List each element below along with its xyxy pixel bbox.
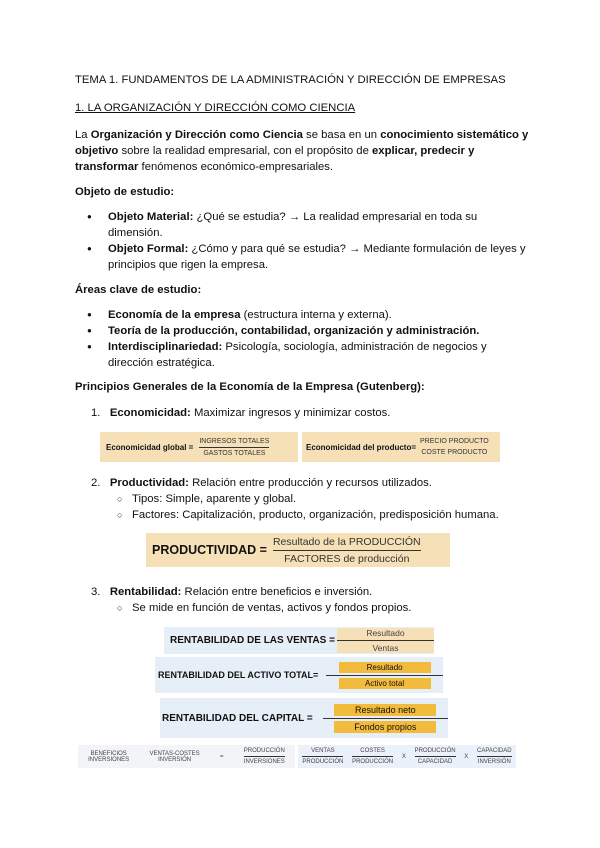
list-item: ● Economía de la empresa (estructura interna y externa). <box>75 307 530 323</box>
objeto-list <box>75 209 530 273</box>
areas-heading: Áreas clave de estudio: <box>75 284 202 296</box>
principle-1: 1. Economicidad: Maximizar ingresos y minimizar costos. <box>91 407 391 419</box>
areas-list <box>75 307 530 371</box>
list-item: ● Objeto Material: ¿Qué se estudia? → La realidad empresarial en toda su dimensión. <box>75 209 530 241</box>
formula-rentabilidad-capital: RENTABILIDAD DEL CAPITAL = $\frac{\text{Resultado neto}}{\text{Fondos propios}}$ <box>160 698 448 738</box>
list-item: ○ Factores: Capitalización, producto, organización, predisposición humana. <box>75 507 530 523</box>
intro-paragraph: La Organización y Dirección como Ciencia se basa en un conocimiento sistemático y objetivo sobre la realidad empresarial, con el propósito de explicar, predecir y transformar fenómenos económico-empresariales. <box>75 129 529 173</box>
principios-heading: Principios Generales de la Economía de la Empresa (Gutenberg): <box>75 381 425 393</box>
formula-productividad: PRODUCTIVIDAD = $\frac{\text{Resultado de la PRODUCCIÓN}}{\text{FACTORES de producción}}$ <box>146 533 450 567</box>
formula-rentabilidad-ventas: RENTABILIDAD DE LAS VENTAS = $\frac{\text{Resultado}}{\text{Ventas}}$ <box>164 627 434 654</box>
formula-rentabilidad-descomposicion-2: $\frac{\text{VENTAS}}{\text{PRODUCCIÓN}}$ $\frac{\text{COSTES}}{\text{PRODUCCIÓN}}$ X $\frac{\text{PRODUCCIÓN}}{\text{CAPACIDAD}}$ X $\frac{\text{CAPACIDAD}}{\text{INVERSIÓN}}$ <box>298 745 516 768</box>
section-heading: 1. LA ORGANIZACIÓN Y DIRECCIÓN COMO CIENCIA <box>75 102 356 114</box>
doc-title: TEMA 1. FUNDAMENTOS DE LA ADMINISTRACIÓN Y DIRECCIÓN DE EMPRESAS <box>75 74 506 86</box>
objeto-heading: Objeto de estudio: <box>75 186 175 198</box>
principle-2: 2. Productividad: Relación entre producción y recursos utilizados. ○ Tipos: Simple, aparente y global. ○ Factores: Capitalización, producto, organización, predisposición humana. <box>75 475 530 523</box>
list-item: ○ Se mide en función de ventas, activos y fondos propios. <box>75 600 530 616</box>
formula-economicidad-global: Economicidad global = $\frac{\text{INGRESOS TOTALES}}{\text{GASTOS TOTALES}}$ <box>100 432 298 462</box>
list-item: ○ Tipos: Simple, aparente y global. <box>75 491 530 507</box>
list-item: ● Teoría de la producción, contabilidad, organización y administración. <box>75 323 530 339</box>
list-item: ● Objeto Formal: ¿Cómo y para qué se estudia? → Mediante formulación de leyes y principios que rigen la empresa. <box>75 241 530 273</box>
formula-rentabilidad-activo: RENTABILIDAD DEL ACTIVO TOTAL= $\frac{\text{Resultado}}{\text{Activo total}}$ <box>155 657 443 693</box>
list-item: ● Interdisciplinariedad: Psicología, sociología, administración de negocios y dirección estratégica. <box>75 339 530 371</box>
principle-3: 3. Rentabilidad: Relación entre beneficios e inversión. ○ Se mide en función de ventas, activos y fondos propios. <box>75 584 530 616</box>
formula-economicidad-producto: Economicidad del producto= PRECIO PRODUCTO COSTE PRODUCTO <box>302 432 500 462</box>
formula-rentabilidad-descomposicion-1: BENEFICIOS INVERSIONES VENTAS-COSTES INVERSIÓN = $\frac{\text{PRODUCCIÓN}}{\text{INVERSIONES}}$ <box>78 745 295 768</box>
